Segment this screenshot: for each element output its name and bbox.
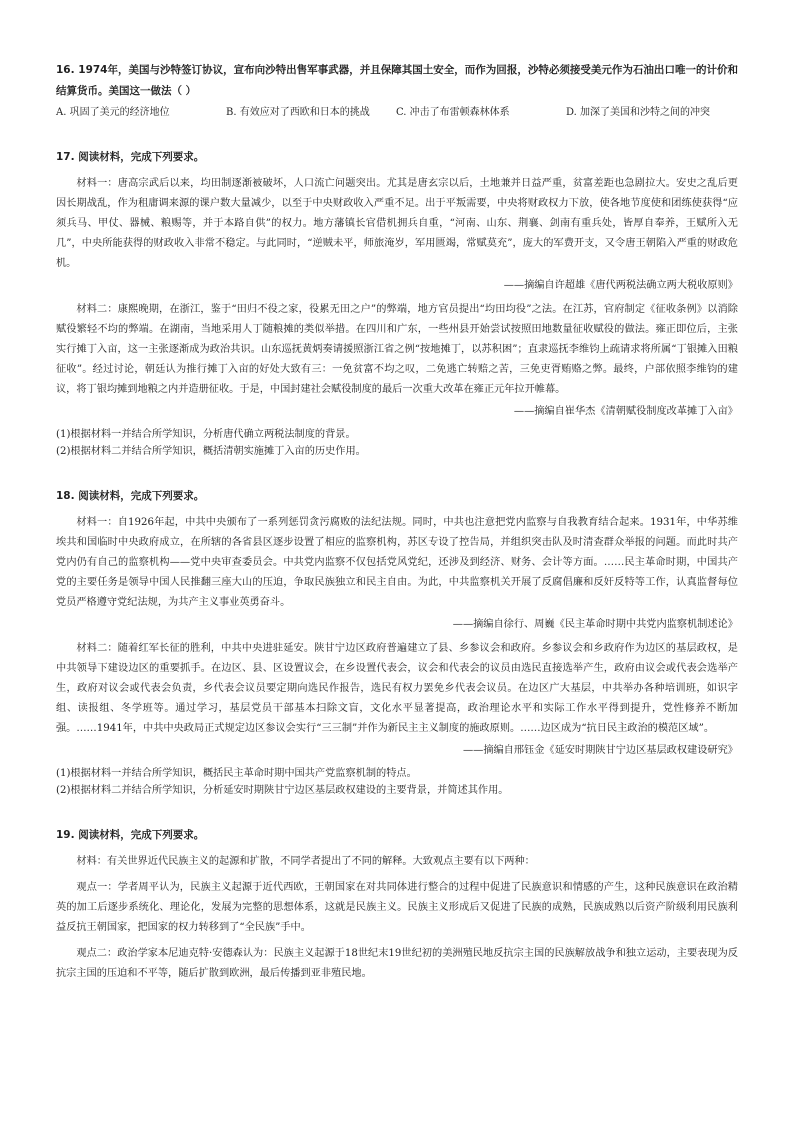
question-18-source-2: ——摘编自邢钰金《延安时期陕甘宁边区基层政权建设研究》 bbox=[462, 745, 738, 756]
question-18-title: 18. 阅读材料，完成下列要求。 bbox=[56, 490, 205, 502]
question-17-source-1: ——摘编自许超雄《唐代两税法确立两大税收原则》 bbox=[503, 280, 738, 291]
question-18-task-1: (1)根据材料一并结合所学知识，概括民主革命时期中国共产党监察机制的特点。 bbox=[56, 768, 417, 779]
exam-page bbox=[56, 60, 738, 984]
choice-c[interactable]: C. 冲击了布雷顿森林体系 bbox=[396, 107, 510, 118]
question-18-material-1: 材料一：自1926年起，中共中央颁布了一系列惩罚贪污腐败的法纪法规。同时，中共也注意把党内监察与自我教育结合起来。1931年，中华苏维埃共和国临时中央政府成立，在所辖的各省县区逐步设置了相应的监察机构，苏区专设了控告局，并组织突击队及时清查群众举报的问题。而此时共产党内仍有自己的监察机构——党中央审查委员会。中共党内监察不仅包括党风党纪，还涉及到经济、财务、会计等方面。……民主革命时期，中国共产党的主要任务是领导中国人民推翻三座大山的压迫，争取民族独立和民主自由。为此，中共监察机关开展了反腐倡廉和反奸反特等工作，认真监督每位党员严格遵守党纪法规，为共产主义事业英勇奋斗。 bbox=[56, 517, 738, 608]
question-19 bbox=[56, 825, 738, 984]
question-19-view-2: 观点二：政治学家本尼迪克特·安德森认为：民族主义起源于18世纪末19世纪初的美洲殖民地反抗宗主国的民族解放战争和独立运动，主要表现为反抗宗主国的压迫和不平等，随后扩散到欧洲，最后传播到亚非殖民地。 bbox=[56, 948, 738, 979]
choice-d[interactable]: D. 加深了美国和沙特之间的冲突 bbox=[566, 107, 711, 118]
question-17-title: 17. 阅读材料，完成下列要求。 bbox=[56, 151, 205, 163]
choice-a[interactable]: A. 巩固了美元的经济地位 bbox=[56, 107, 170, 118]
question-17-task-1: (1)根据材料一并结合所学知识，分析唐代确立两税法制度的背景。 bbox=[56, 429, 356, 440]
question-16-choices bbox=[56, 104, 738, 121]
question-17 bbox=[56, 147, 738, 460]
question-16-stem: 16. 1974年，美国与沙特签订协议，宣布向沙特出售军事武器，并且保障其国土安全，而作为回报，沙特必须接受美元作为石油出口唯一的计价和结算货币。美国这一做法（ ） bbox=[56, 64, 738, 97]
choice-b[interactable]: B. 有效应对了西欧和日本的挑战 bbox=[226, 107, 370, 118]
question-18 bbox=[56, 486, 738, 799]
question-16 bbox=[56, 60, 738, 121]
question-17-task-2: (2)根据材料二并结合所学知识，概括清朝实施摊丁入亩的历史作用。 bbox=[56, 446, 366, 457]
question-19-material: 材料：有关世界近代民族主义的起源和扩散，不同学者提出了不同的解释。大致观点主要有以下两种： bbox=[76, 856, 535, 867]
question-17-material-1: 材料一：唐高宗武后以来，均田制逐渐被破坏，人口流亡问题突出。尤其是唐玄宗以后，土地兼并日益严重，贫富差距也急剧拉大。安史之乱后更因长期战乱，作为租庸调来源的课户数大量减少，以至于中央财政收入严重不足。出于平叛需要，中央将财政权力下放，使各地节度使和团练使获得“应须兵马、甲仗、器械、粮赐等，并于本路自供”的权力。地方藩镇长官借机拥兵自重，“河南、山东、荆襄、剑南有重兵处，皆厚自奉养，王赋所入无几”，中央所能获得的财政收入非常不稳定。与此同时，“逆贼未平，师旅淹岁，军用匮竭，常赋莫充”，庞大的军费开支，又令唐王朝陷入严重的财政危机。 bbox=[56, 178, 738, 269]
question-17-material-2: 材料二：康熙晚期，在浙江，鉴于“田归不役之家，役累无田之户”的弊端，地方官员提出“均田均役”之法。在江苏，官府制定《征收条例》以消除赋役繁轻不均的弊端。在湖南，当地采用人丁随粮摊的类似举措。在四川和广东，一些州县开始尝试按照田地数量征收赋役的做法。雍正即位后，主张实行摊丁入亩，这一主张逐渐成为政治共识。山东巡抚黄炳奏请援照浙江省之例“按地摊丁，以苏积困”；直隶巡抚李维钧上疏请求将所属“丁银摊入田粮征收”。经过讨论，朝廷认为推行摊丁入亩的好处大致有三：一免贫富不均之叹，二免逃亡转赔之苦，三免吏胥贿赂之弊。最终，户部依照李维钧的建议，将丁银均摊到地粮之内并造册征收。于是，中国封建社会赋役制度的最后一次重大改革在雍正元年拉开帷幕。 bbox=[56, 304, 738, 395]
question-17-source-2: ——摘编自崔华杰《清朝赋役制度改革摊丁入亩》 bbox=[513, 406, 738, 417]
question-19-title: 19. 阅读材料，完成下列要求。 bbox=[56, 829, 205, 841]
question-18-task-2: (2)根据材料二并结合所学知识，分析延安时期陕甘宁边区基层政权建设的主要背景，并简述其作用。 bbox=[56, 785, 509, 796]
question-19-view-1: 观点一：学者周平认为，民族主义起源于近代西欧，王朝国家在对共同体进行整合的过程中促进了民族意识和情感的产生，这种民族意识在政治精英的加工后逐步系统化、理论化，发展为完整的思想体系，这就是民族主义。民族主义形成后又促进了民族的成熟，民族成熟以后资产阶级利用民族利益反抗王朝国家，把国家的权力转移到了“全民族”手中。 bbox=[56, 882, 738, 933]
question-18-material-2: 材料二：随着红军长征的胜利，中共中央进驻延安。陕甘宁边区政府普遍建立了县、乡参议会和政府。乡参议会和乡政府作为边区的基层政权，是中共领导下建设边区的重要抓手。在边区、县、区设置议会，在乡设置代表会，议会和代表会的议员由选民直接选举产生，政府由议会或代表会选举产生，政府对议会或代表会负责，乡代表会议员要定期向选民作报告，选民有权力罢免乡代表会议员。在边区广大基层，中共举办各种培训班，如识字组、读报组、冬学班等。通过学习，基层党员干部基本扫除文盲，文化水平显著提高，政治理论水平和实际工作水平得到提升，党性修养不断加强。……1941年，中共中央政局正式规定边区参议会实行“三三制”并作为新民主主义制度的施政原则。……边区成为“抗日民主政治的模范区域”。 bbox=[56, 643, 738, 734]
question-18-source-1: ——摘编自徐行、周巍《民主革命时期中共党内监察机制述论》 bbox=[452, 619, 738, 630]
